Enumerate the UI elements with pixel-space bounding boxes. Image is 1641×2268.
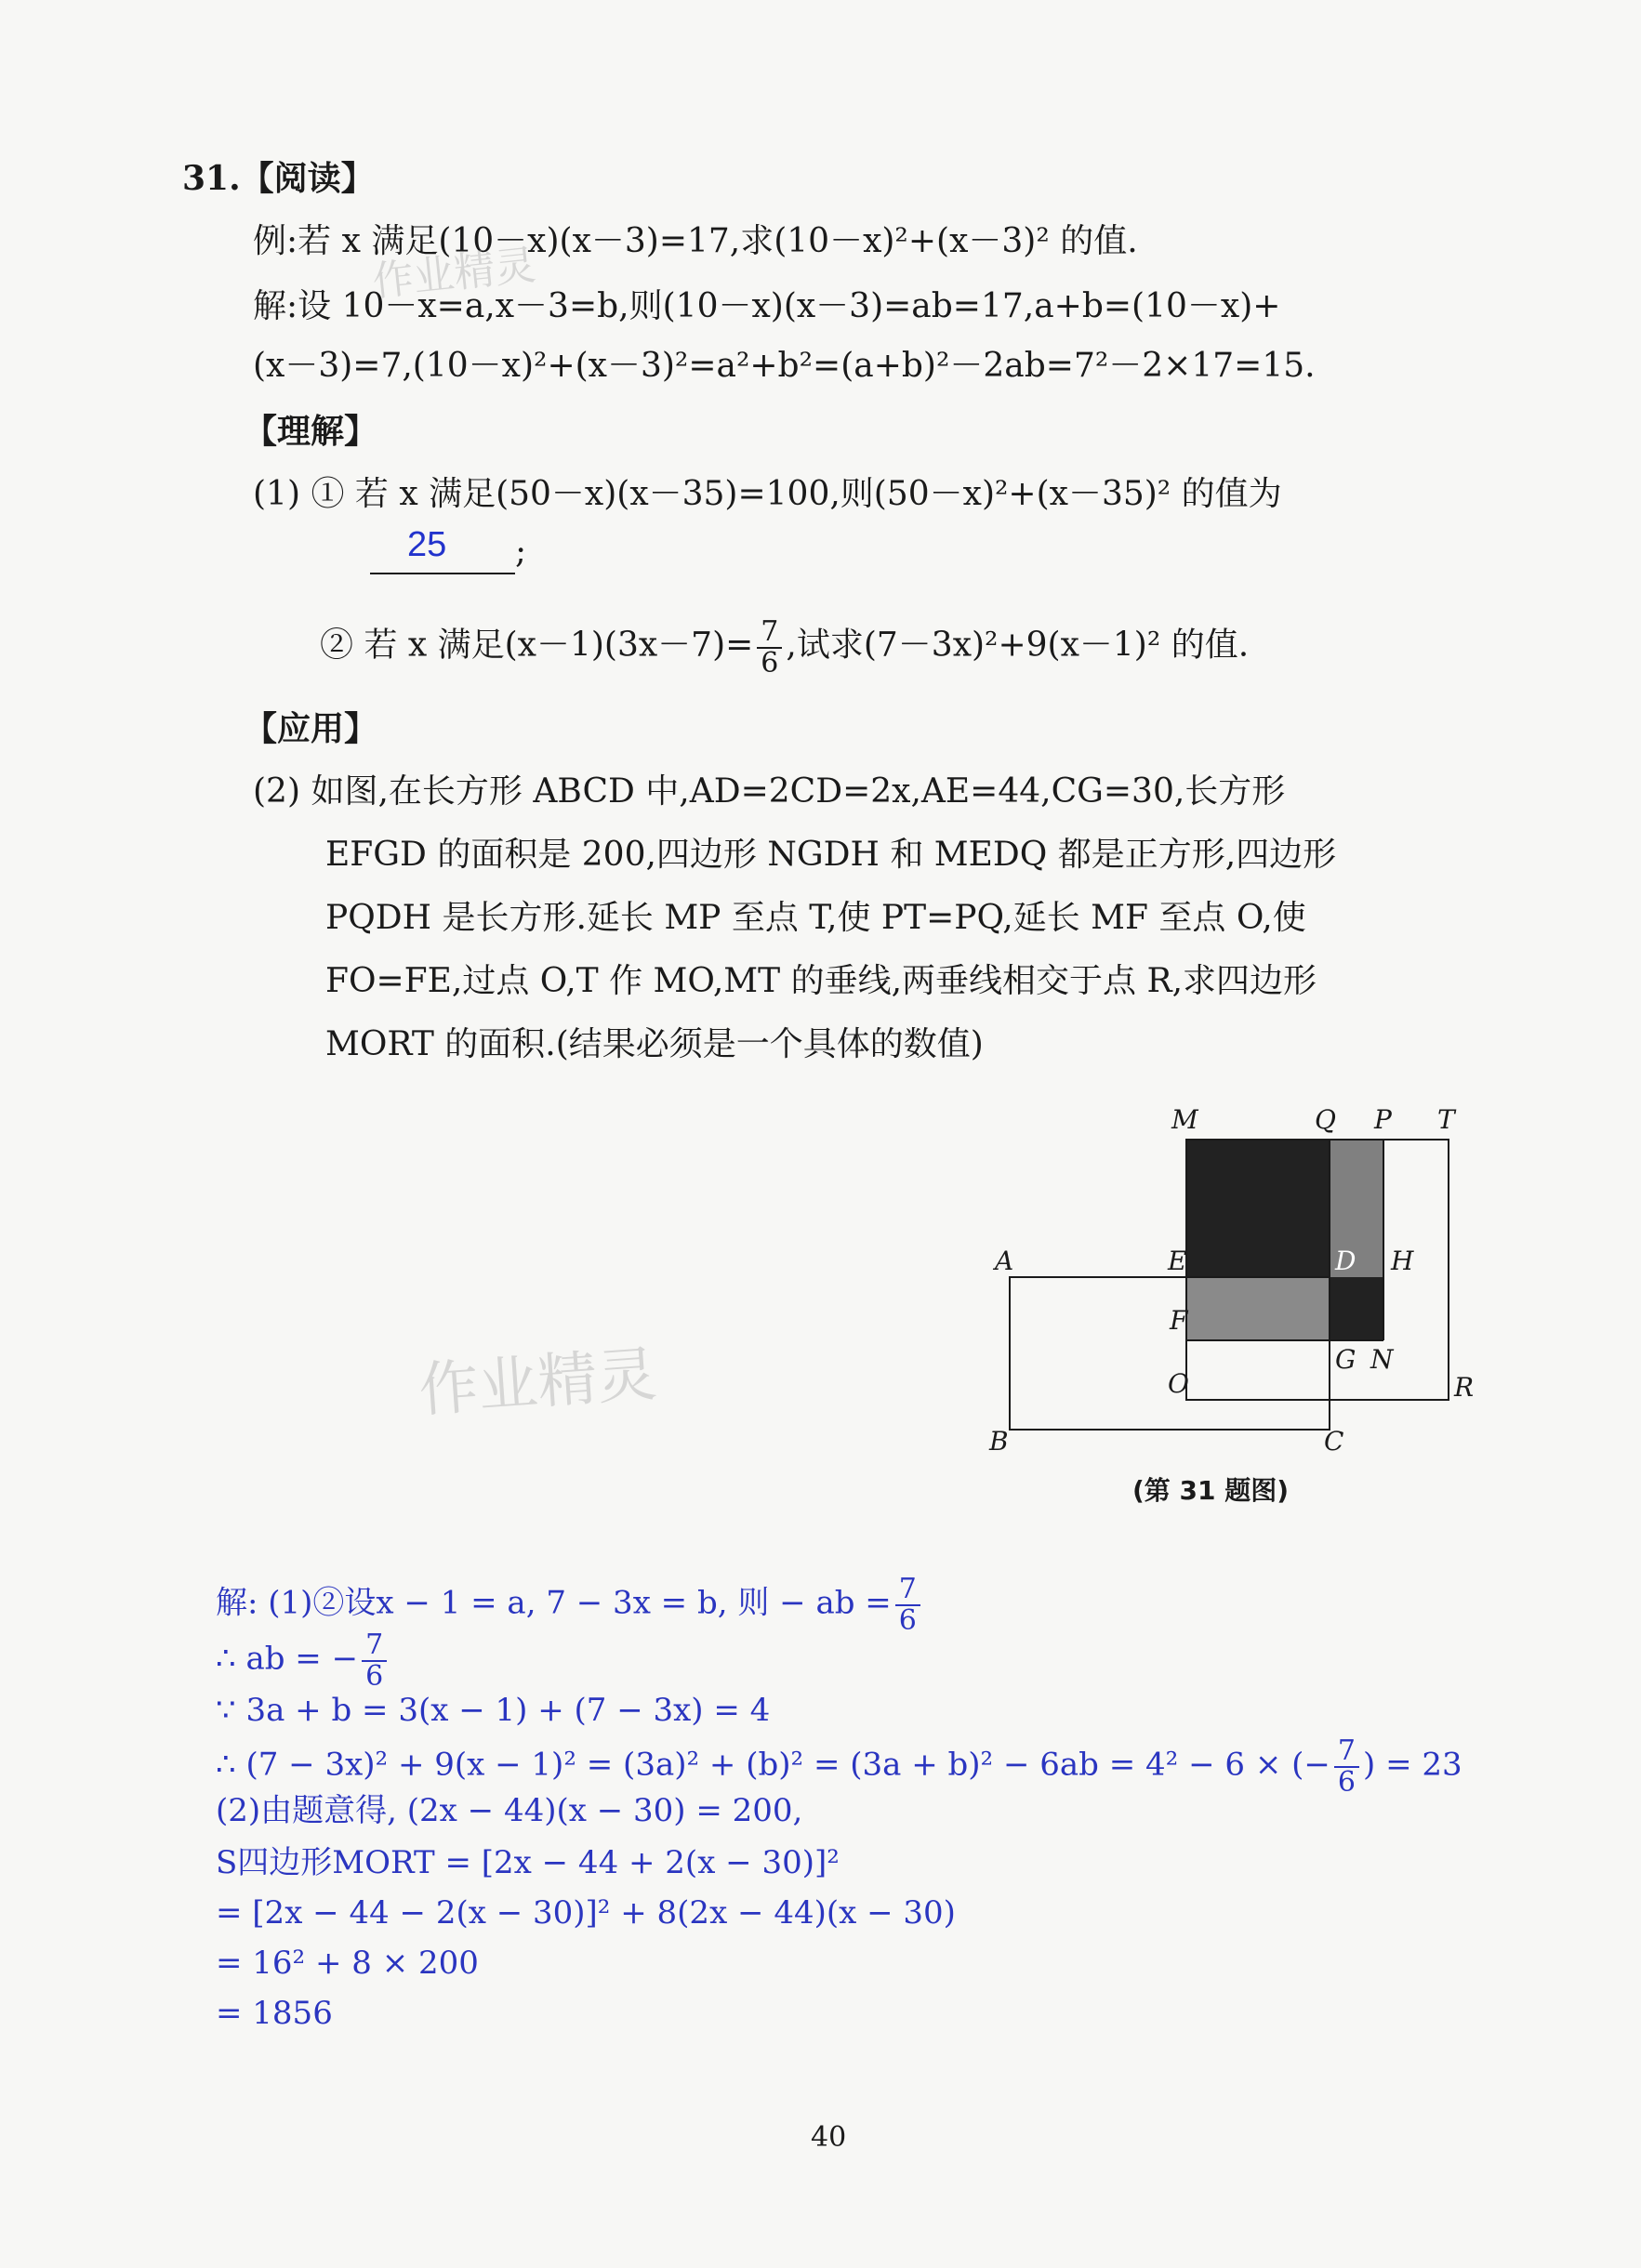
fraction-denominator: 6 bbox=[1337, 1765, 1356, 1799]
label-f: F bbox=[1170, 1305, 1188, 1336]
label-q: Q bbox=[1315, 1104, 1336, 1135]
answer-line-8: = 16² + 8 × 200 bbox=[216, 1945, 479, 1982]
label-g: G bbox=[1335, 1344, 1356, 1375]
answer-line-2-text: ∴ ab = − bbox=[216, 1640, 359, 1678]
solution-line-1: 解:设 10－x=a,x－3=b,则(10－x)(x－3)=ab=17,a+b=(10－x)+ bbox=[253, 287, 1281, 325]
geometry-figure bbox=[976, 1088, 1478, 1459]
answer-line-3: ∵ 3a + b = 3(x − 1) + (7 − 3x) = 4 bbox=[216, 1692, 771, 1729]
answer-line-2 bbox=[216, 1630, 390, 1691]
solution-line-2: (x－3)=7,(10－x)²+(x－3)²=a²+b²=(a+b)²－2ab=7²－2×17=15. bbox=[253, 347, 1316, 385]
part2-line bbox=[320, 617, 1249, 678]
answer-blank bbox=[370, 525, 515, 574]
square-medq-region bbox=[1186, 1140, 1330, 1288]
label-a: A bbox=[995, 1246, 1014, 1276]
answer-line-5: (2)由题意得, (2x − 44)(x − 30) = 200, bbox=[216, 1792, 803, 1829]
question-header bbox=[182, 156, 375, 201]
label-e: E bbox=[1168, 1246, 1187, 1276]
watermark-top: 作业精灵 bbox=[370, 241, 538, 307]
answer-fraction-1 bbox=[895, 1575, 920, 1635]
apply-line-5: MORT 的面积.(结果必须是一个具体的数值) bbox=[325, 1025, 984, 1063]
part1-line: (1) ① 若 x 满足(50－x)(x－35)=100,则(50－x)²+(x－35)² 的值为 bbox=[253, 475, 1282, 513]
figure-caption: (第 31 题图) bbox=[1132, 1475, 1290, 1506]
fraction-numerator: 7 bbox=[1334, 1736, 1359, 1768]
label-c: C bbox=[1324, 1426, 1344, 1457]
label-t: T bbox=[1437, 1104, 1455, 1135]
square-ngdh-region bbox=[1330, 1277, 1383, 1340]
rectangle-efgd-region bbox=[1186, 1277, 1330, 1340]
apply-line-4: FO=FE,过点 O,T 作 MO,MT 的垂线,两垂线相交于点 R,求四边形 bbox=[325, 962, 1317, 1000]
apply-line-1: (2) 如图,在长方形 ABCD 中,AD=2CD=2x,AE=44,CG=30,长方形 bbox=[253, 772, 1286, 811]
answer-line-7: = [2x − 44 − 2(x − 30)]² + 8(2x − 44)(x − 30) bbox=[216, 1894, 956, 1932]
answer-line-9: = 1856 bbox=[216, 1995, 333, 2032]
label-p: P bbox=[1374, 1104, 1392, 1135]
apply-line-2: EFGD 的面积是 200,四边形 NGDH 和 MEDQ 都是正方形,四边形 bbox=[325, 836, 1337, 874]
part1-answer-row bbox=[370, 525, 527, 574]
part2-suffix: ,试求(7－3x)²+9(x－1)² 的值. bbox=[786, 626, 1250, 665]
apply-line-3: PQDH 是长方形.延长 MP 至点 T,使 PT=PQ,延长 MF 至点 O,使 bbox=[325, 899, 1306, 937]
semicolon: ; bbox=[515, 533, 527, 571]
part2-prefix: ② 若 x 满足(x－1)(3x－7)= bbox=[320, 626, 754, 665]
label-m: M bbox=[1171, 1104, 1198, 1135]
watermark-middle: 作业精灵 bbox=[417, 1340, 659, 1426]
page-number: 40 bbox=[811, 2121, 847, 2154]
handwritten-answer: 25 bbox=[407, 525, 447, 564]
question-number: 31. bbox=[182, 159, 241, 198]
fraction-numerator: 7 bbox=[362, 1630, 387, 1662]
fraction-denominator: 6 bbox=[365, 1659, 384, 1693]
answer-line-4-suffix: ) = 23 bbox=[1363, 1746, 1462, 1784]
answer-line-6: S四边形MORT = [2x − 44 + 2(x − 30)]² bbox=[216, 1844, 840, 1881]
tag-apply: 【应用】 bbox=[244, 709, 378, 748]
fraction-denominator: 6 bbox=[761, 646, 779, 679]
answer-fraction-3 bbox=[1334, 1736, 1359, 1797]
label-o: O bbox=[1168, 1368, 1189, 1399]
label-b: B bbox=[989, 1426, 1009, 1457]
answer-line-1-text: 解: (1)②设x − 1 = a, 7 − 3x = b, 则 − ab = bbox=[216, 1584, 892, 1622]
label-h: H bbox=[1391, 1246, 1414, 1276]
fraction-numerator: 7 bbox=[895, 1575, 920, 1606]
label-d: D bbox=[1335, 1246, 1356, 1276]
answer-line-1 bbox=[216, 1575, 924, 1635]
answer-line-4-text: ∴ (7 − 3x)² + 9(x − 1)² = (3a)² + (b)² = (3a + b)² − 6ab = 4² − 6 × (− bbox=[216, 1746, 1330, 1784]
label-r: R bbox=[1454, 1372, 1475, 1403]
example-line: 例:若 x 满足(10－x)(x－3)=17,求(10－x)²+(x－3)² 的值. bbox=[253, 222, 1138, 260]
tag-understand: 【理解】 bbox=[244, 412, 378, 451]
label-n: N bbox=[1370, 1344, 1394, 1375]
tag-read: 【阅读】 bbox=[240, 159, 375, 198]
fraction-numerator: 7 bbox=[757, 617, 782, 649]
fraction-denominator: 6 bbox=[898, 1603, 917, 1637]
fraction-7-6 bbox=[757, 617, 782, 678]
answer-fraction-2 bbox=[362, 1630, 387, 1691]
